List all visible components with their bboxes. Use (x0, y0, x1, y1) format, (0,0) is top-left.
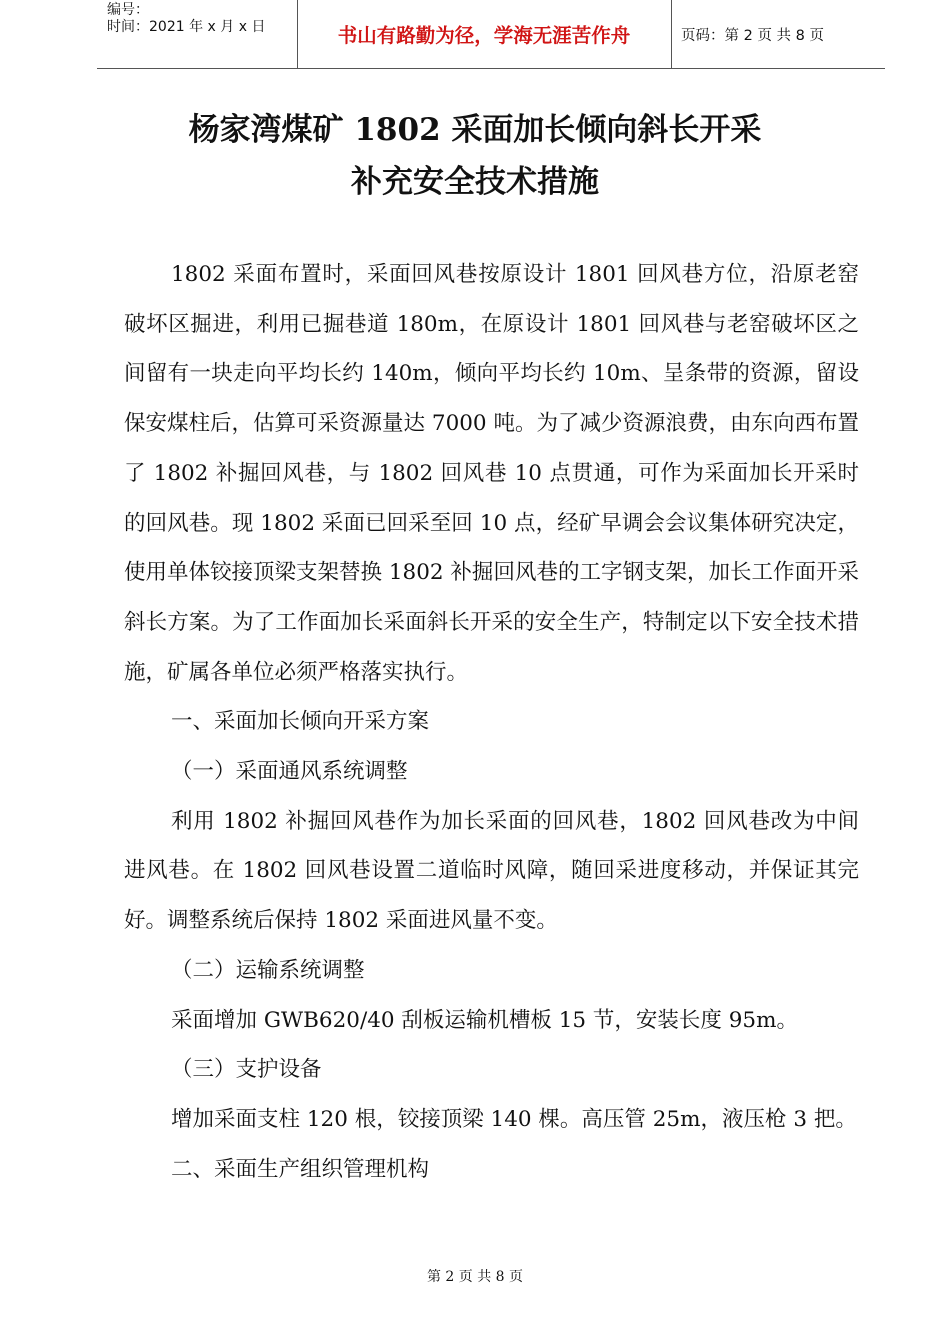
header-divider (671, 0, 672, 68)
section-heading: 一、采面加长倾向开采方案 (171, 709, 430, 735)
document-number-label: 编号： (107, 2, 149, 18)
page-header (97, 0, 885, 69)
section-heading: 二、采面生产组织管理机构 (171, 1156, 430, 1182)
body-paragraph: 采面增加 GWB620/40 刮板运输机槽板 15 节，安装长度 95m。 (171, 1007, 798, 1033)
body-paragraph: 增加采面支柱 120 根，铰接顶梁 140 棵。高压管 25m，液压枪 3 把。 (171, 1106, 857, 1132)
subsection-heading: （一）采面通风系统调整 (171, 759, 408, 785)
subsection-heading: （三）支护设备 (171, 1057, 322, 1083)
document-title-line2: 补充安全技术措施 (351, 164, 599, 200)
header-motto: 书山有路勤为径，学海无涯苦作舟 (337, 24, 631, 47)
body-paragraph: 1802 采面布置时，采面回风巷按原设计 1801 回风巷方位，沿原老窑破坏区掘进，利用已掘巷道 180m，在原设计 1801 回风巷与老窑破坏区之间留有一块走向平均长约 140m，倾向平均长约 10m、呈条带的资源，留设保安煤柱后，估算可采资源量达 7000 吨。为了减少资源浪费，由东向西布置了 1802 补掘回风巷，与 1802 回风巷 10 点贯通，可作为采面加长开采时的回风巷。现 1802 采面已回采至回 10 点，经矿早调会会议集体研究决定，使用单体铰接顶梁支架替换 1802 补掘回风巷的工字钢支架，加长工作面开采斜长方案。为了工作面加长采面斜长开采的安全生产，特制定以下安全技术措施，矿属各单位必须严格落实执行。 (124, 262, 859, 685)
page-footer: 第 2 页 共 8 页 (426, 1269, 524, 1285)
subsection-heading: （二）运输系统调整 (171, 957, 365, 983)
document-title-line1: 杨家湾煤矿 1802 采面加长倾向斜长开采 (188, 112, 762, 148)
header-meta (107, 2, 265, 36)
body-paragraph: 利用 1802 补掘回风巷作为加长采面的回风巷，1802 回风巷改为中间进风巷。在 1802 回风巷设置二道临时风障，随回采进度移动，并保证其完好。调整系统后保持 1802 采面进风量不变。 (124, 808, 859, 934)
document-time-label: 时间：2021 年 x 月 x 日 (107, 19, 266, 35)
header-page-info: 页码：第 2 页 共 8 页 (681, 28, 824, 44)
document-body (124, 250, 859, 1194)
